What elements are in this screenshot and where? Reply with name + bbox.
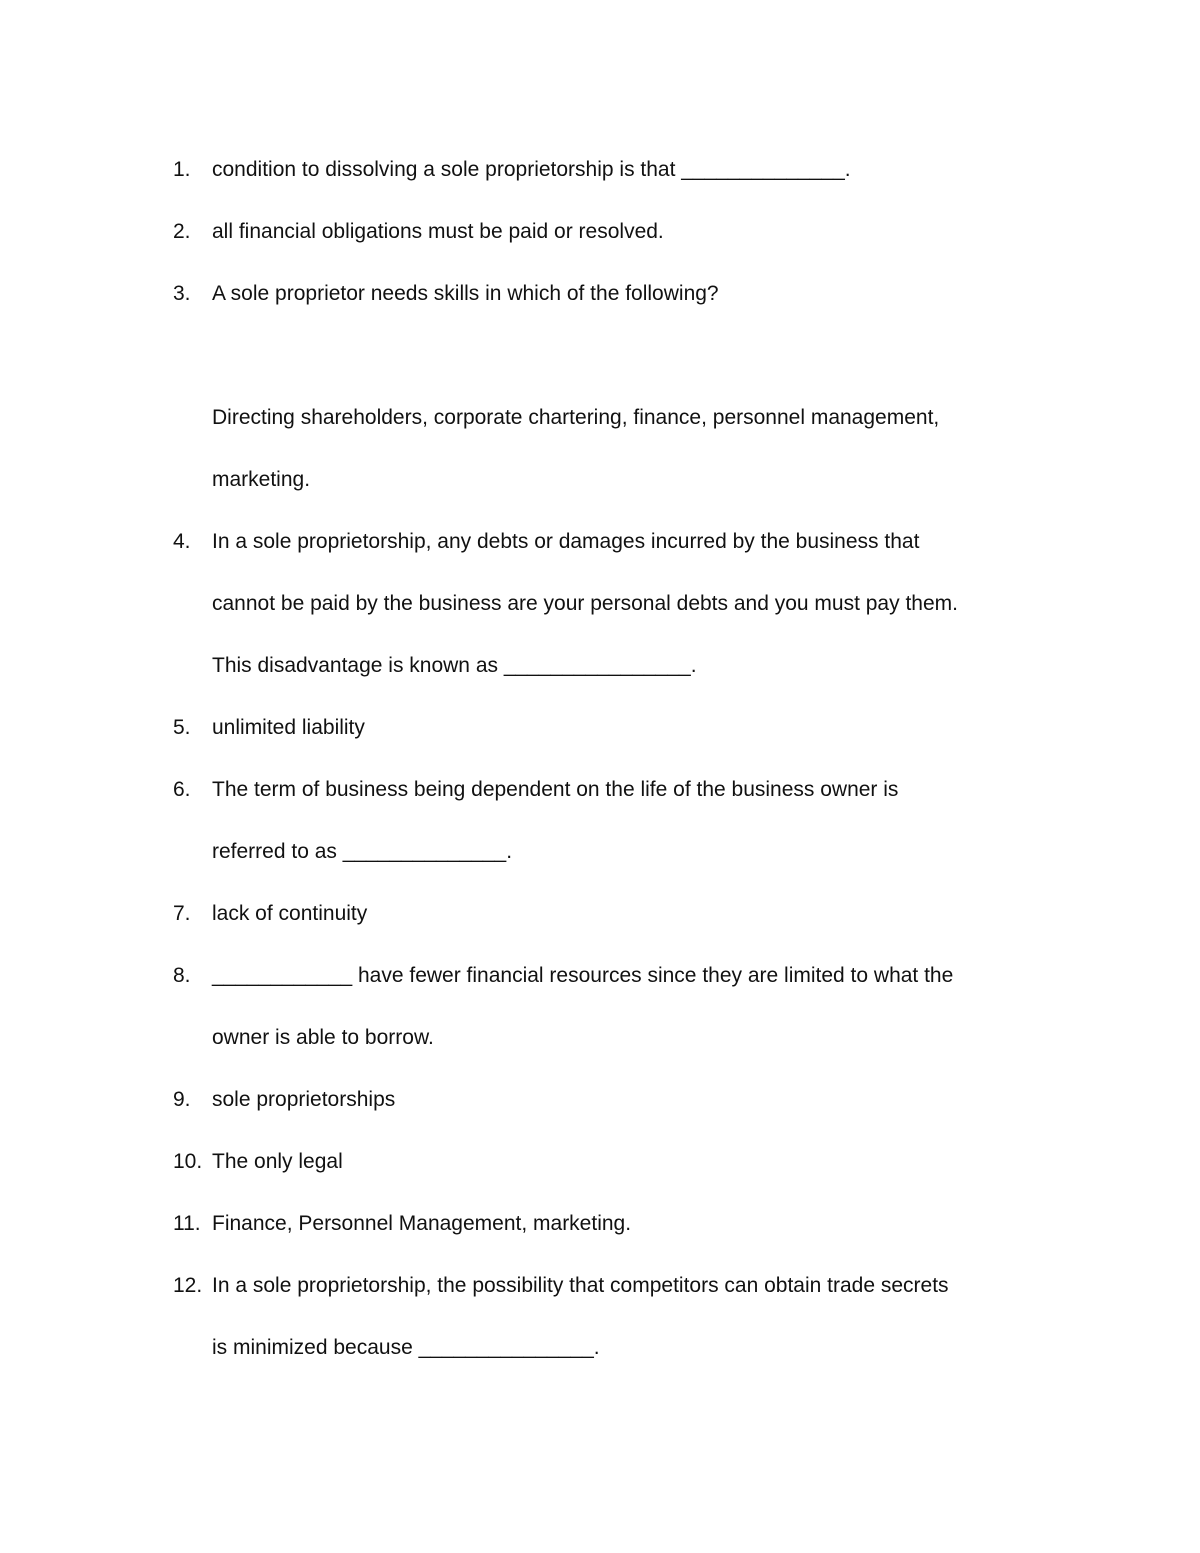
item-text: marketing. xyxy=(212,468,311,491)
item-text: Directing shareholders, corporate chartering, finance, personnel management, xyxy=(212,406,940,429)
list-item xyxy=(173,139,1053,201)
item-text: cannot be paid by the business are your personal debts and you must pay them. xyxy=(212,592,958,615)
list-item xyxy=(173,1193,1053,1255)
item-number: 9. xyxy=(173,1088,191,1111)
item-text: all financial obligations must be paid or resolved. xyxy=(212,220,664,243)
item-number: 2. xyxy=(173,220,191,243)
list-item xyxy=(173,1069,1053,1131)
item-text: This disadvantage is known as ________________. xyxy=(212,654,697,677)
blank-line xyxy=(212,325,1053,387)
item-number: 8. xyxy=(173,964,191,987)
item-text: referred to as ______________. xyxy=(212,840,513,863)
item-number: 11. xyxy=(173,1212,201,1235)
list-item xyxy=(173,759,1053,883)
item-number: 5. xyxy=(173,716,191,739)
item-number: 12. xyxy=(173,1274,203,1297)
list-item xyxy=(173,201,1053,263)
item-text: owner is able to borrow. xyxy=(212,1026,434,1049)
item-number: 4. xyxy=(173,530,191,553)
list-item xyxy=(173,1131,1053,1193)
item-text: In a sole proprietorship, any debts or damages incurred by the business that xyxy=(212,530,920,553)
item-text: The only legal xyxy=(212,1150,343,1173)
item-text: Finance, Personnel Management, marketing. xyxy=(212,1212,632,1235)
item-text: is minimized because _______________. xyxy=(212,1336,600,1359)
item-number: 1. xyxy=(173,158,191,181)
item-text: condition to dissolving a sole proprietorship is that ______________. xyxy=(212,158,851,181)
item-text: In a sole proprietorship, the possibility that competitors can obtain trade secrets xyxy=(212,1274,949,1297)
list-item xyxy=(173,1255,1053,1379)
item-text: lack of continuity xyxy=(212,902,368,925)
item-number: 6. xyxy=(173,778,191,801)
list-item xyxy=(173,697,1053,759)
item-text: sole proprietorships xyxy=(212,1088,396,1111)
item-text: ____________ have fewer financial resources since they are limited to what the xyxy=(212,964,954,987)
list-item xyxy=(173,511,1053,697)
item-text: A sole proprietor needs skills in which of the following? xyxy=(212,282,719,305)
list-item xyxy=(173,263,1053,511)
list-item xyxy=(173,883,1053,945)
item-text: The term of business being dependent on the life of the business owner is xyxy=(212,778,899,801)
item-number: 7. xyxy=(173,902,191,925)
list-item xyxy=(173,945,1053,1069)
numbered-list xyxy=(173,139,1053,1379)
item-number: 3. xyxy=(173,282,191,305)
item-text: unlimited liability xyxy=(212,716,365,739)
item-number: 10. xyxy=(173,1150,203,1173)
